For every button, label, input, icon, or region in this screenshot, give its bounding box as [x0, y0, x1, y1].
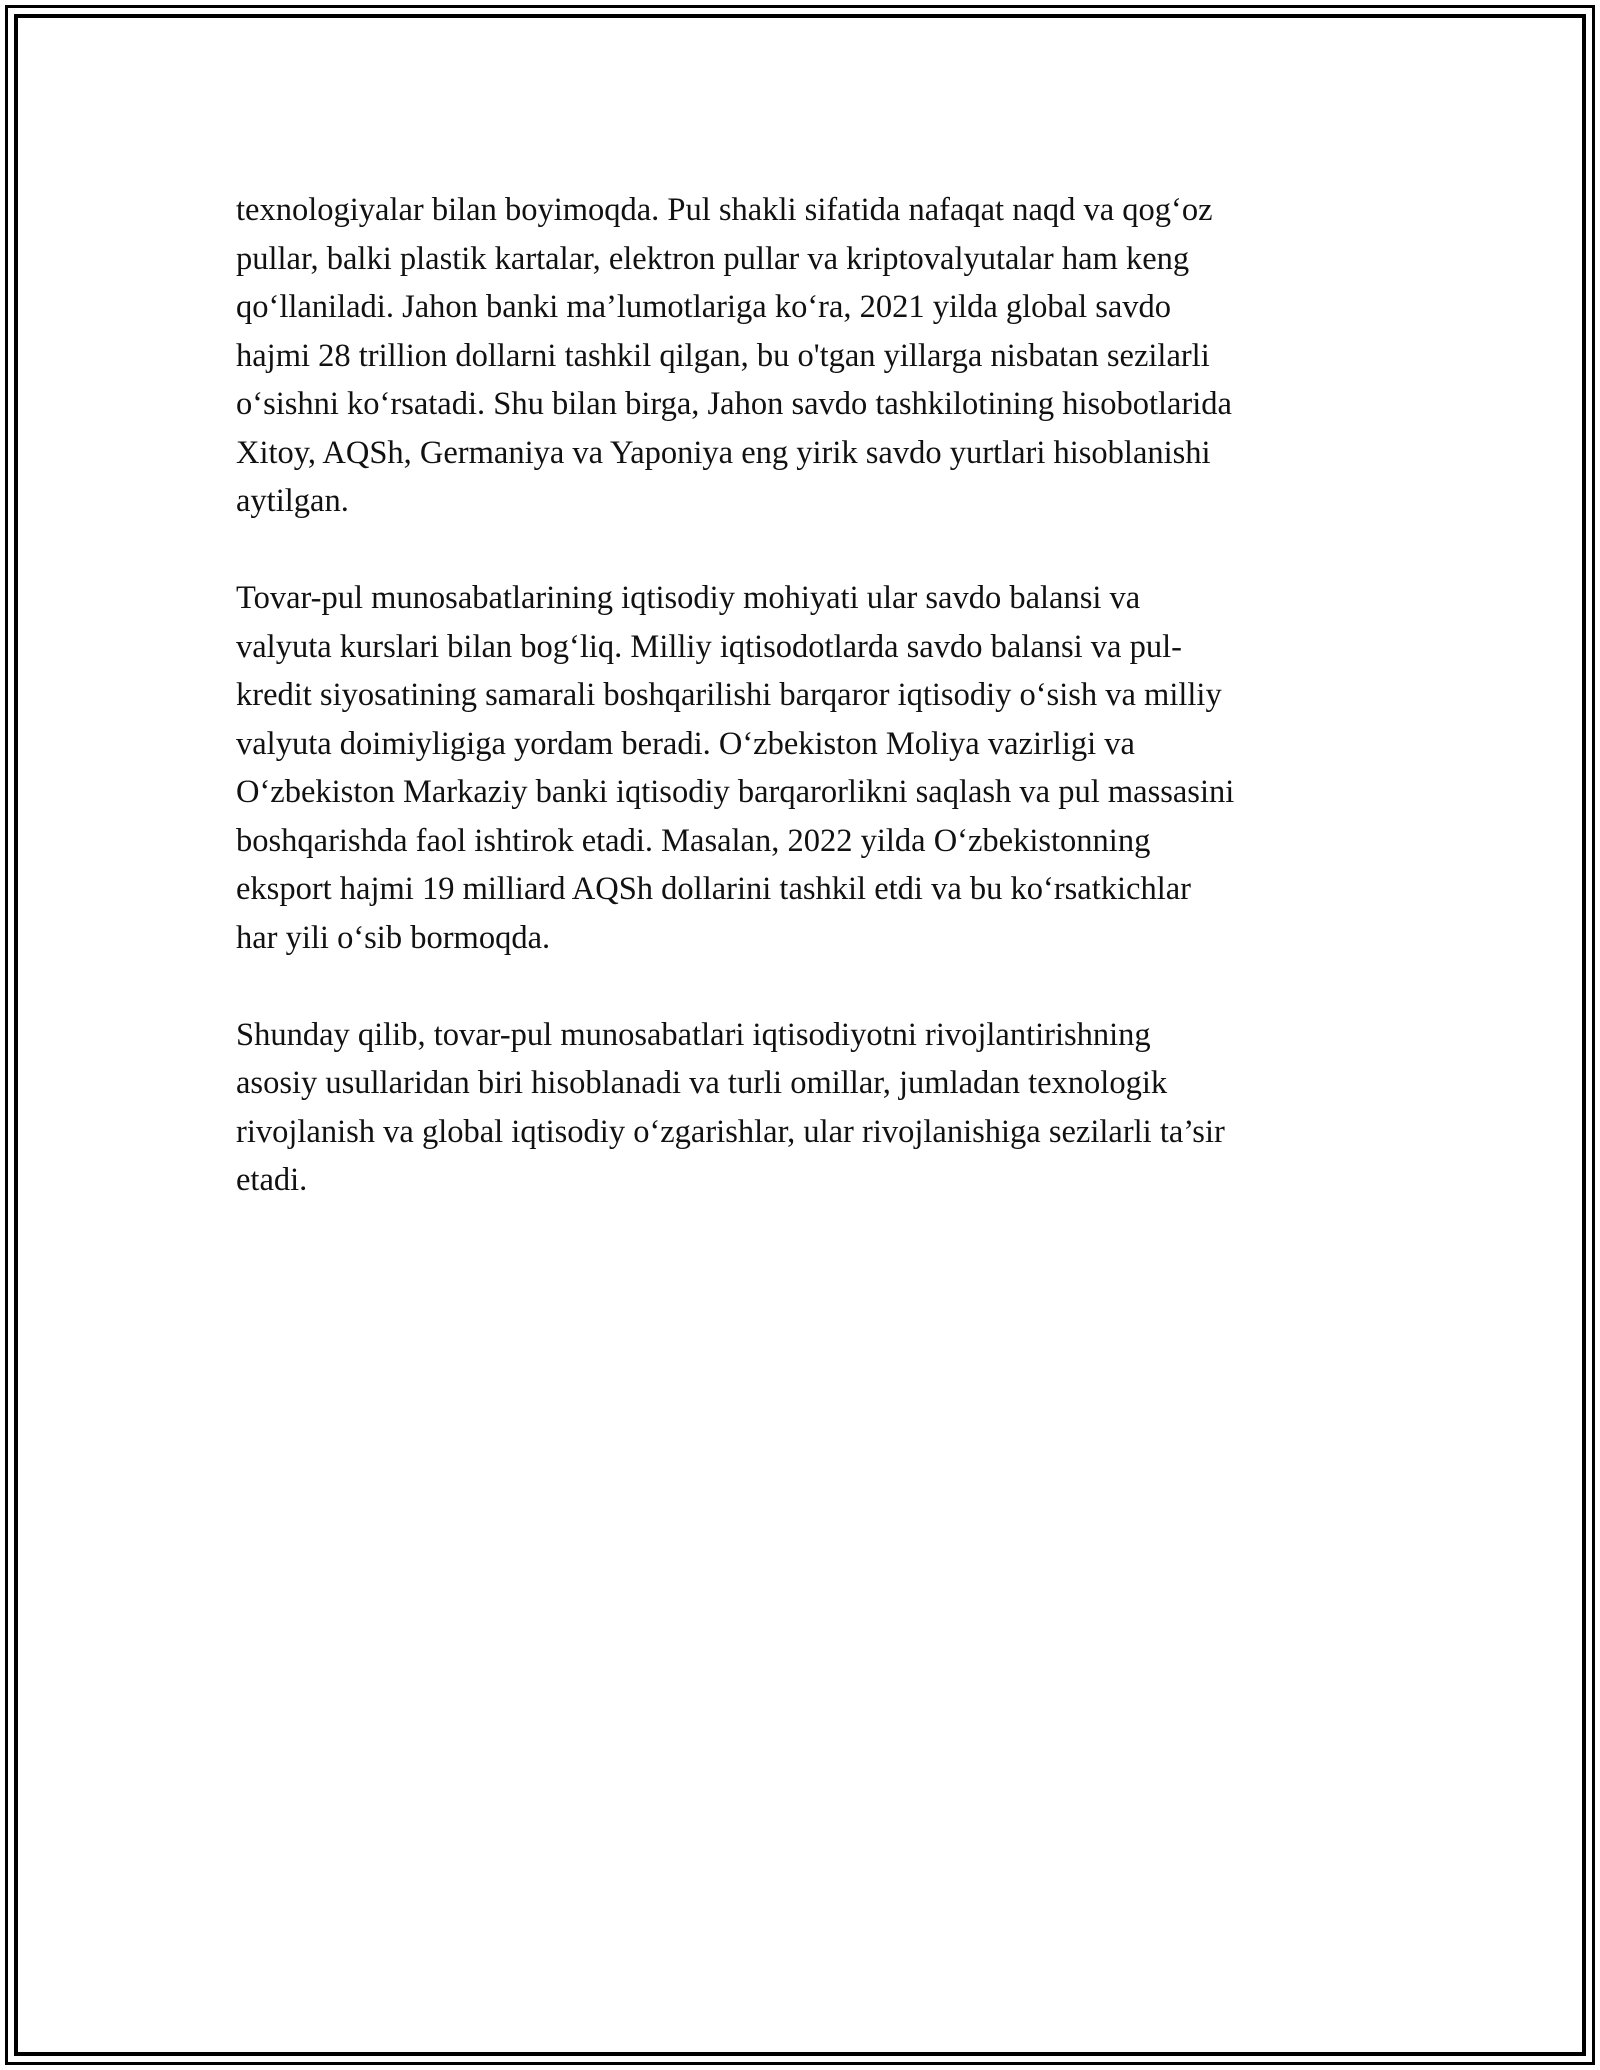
text-line: hajmi 28 trillion dollarni tashkil qilgan, bu o'tgan yillarga nisbatan sezilarli [236, 337, 1210, 374]
text-line: Shunday qilib, tovar-pul munosabatlari iqtisodiyotni rivojlantirishning [236, 1016, 1151, 1053]
text-line: valyuta doimiyligiga yordam beradi. O‘zbekiston Moliya vazirligi va [236, 725, 1135, 762]
paragraph-2 [236, 574, 1376, 962]
text-line: qo‘llaniladi. Jahon banki ma’lumotlariga ko‘ra, 2021 yilda global savdo [236, 289, 1172, 325]
text-line: etadi. [236, 1162, 308, 1198]
text-line: texnologiyalar bilan boyimoqda. Pul shakli sifatida nafaqat naqd va qog‘oz [236, 192, 1213, 228]
text-line: har yili o‘sib bormoqda. [236, 919, 551, 956]
text-line: rivojlanish va global iqtisodiy o‘zgarishlar, ular rivojlanishiga sezilarli ta’sir [236, 1113, 1225, 1150]
text-line: pullar, balki plastik kartalar, elektron pullar va kriptovalyutalar ham keng [236, 240, 1190, 277]
text-line: o‘sishni ko‘rsatadi. Shu bilan birga, Jahon savdo tashkilotining hisobotlarida [236, 386, 1232, 422]
paragraph-1 [236, 186, 1376, 526]
text-line: aytilgan. [236, 483, 349, 519]
text-line: Tovar-pul munosabatlarining iqtisodiy mohiyati ular savdo balansi va [236, 580, 1141, 616]
text-line: boshqarishda faol ishtirok etadi. Masalan, 2022 yilda O‘zbekistonning [236, 822, 1151, 859]
paragraph-3 [236, 1011, 1376, 1205]
text-line: Xitoy, AQSh, Germaniya va Yaponiya eng yirik savdo yurtlari hisoblanishi [236, 434, 1211, 471]
text-line: eksport hajmi 19 milliard AQSh dollarini tashkil etdi va bu ko‘rsatkichlar [236, 871, 1191, 907]
text-line: kredit siyosatining samarali boshqarilishi barqaror iqtisodiy o‘sish va milliy [236, 677, 1222, 713]
text-line: asosiy usullaridan biri hisoblanadi va turli omillar, jumladan texnologik [236, 1065, 1168, 1101]
text-line: O‘zbekiston Markaziy banki iqtisodiy barqarorlikni saqlash va pul massasini [236, 774, 1235, 810]
document-body [236, 186, 1376, 1253]
text-line: valyuta kurslari bilan bog‘liq. Milliy iqtisodotlarda savdo balansi va pul- [236, 628, 1182, 665]
